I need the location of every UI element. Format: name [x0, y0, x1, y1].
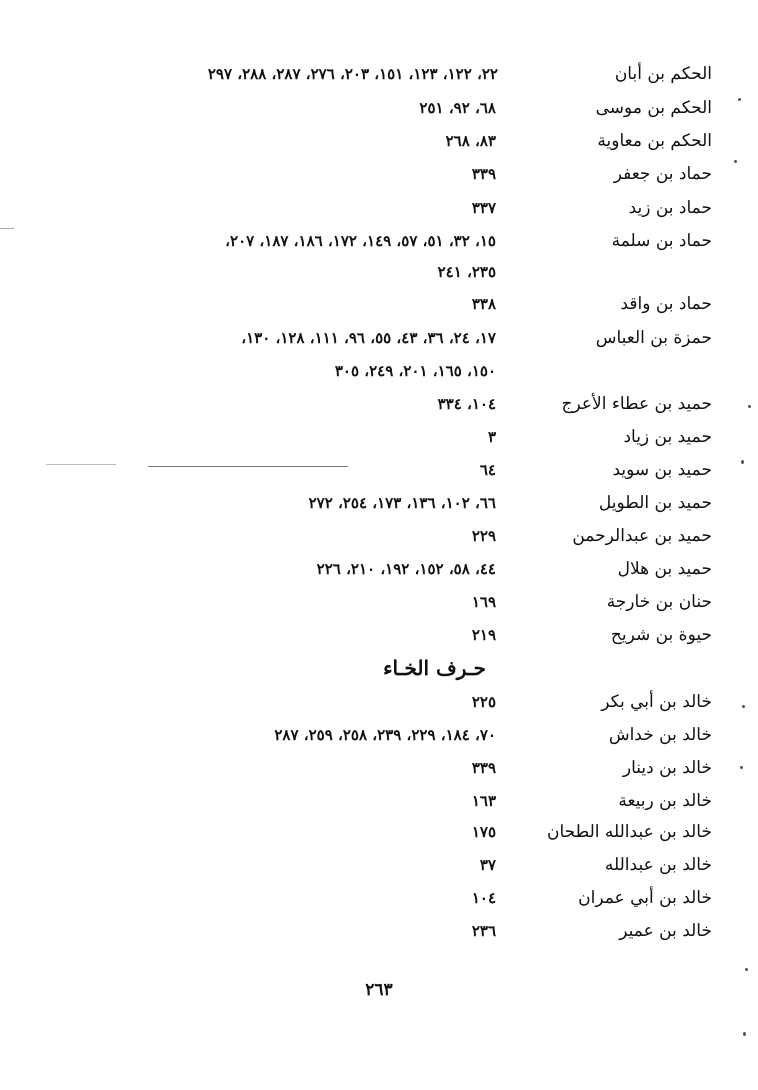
index-entry — [0, 60, 758, 93]
entry-name: خالد بن عبدالله — [604, 855, 712, 875]
section-heading: حـرف الخـاء — [383, 656, 486, 680]
entry-page-refs: ٧٠، ١٨٤، ٢٢٩، ٢٣٩، ٢٥٨، ٢٥٩، ٢٨٧ — [274, 726, 496, 744]
entry-name: حميد بن عبدالرحمن — [572, 526, 712, 546]
entry-page-refs: ١٧، ٢٤، ٣٦، ٤٣، ٥٥، ٩٦، ١١١، ١٢٨، ١٣٠، — [241, 329, 496, 347]
scan-speck — [738, 98, 741, 101]
entry-page-refs: ١٧٥ — [471, 823, 496, 841]
entry-name: خالد بن أبي عمران — [578, 888, 712, 908]
index-entry — [0, 94, 758, 127]
index-entry — [0, 688, 758, 721]
index-entry — [0, 194, 758, 227]
index-entry — [0, 290, 758, 323]
entry-page-refs: ٨٣، ٢٦٨ — [445, 132, 496, 150]
entry-name: الحكم بن أبان — [614, 64, 712, 84]
scan-line — [148, 466, 348, 467]
scan-line — [0, 228, 14, 229]
entry-page-refs: ١٥، ٣٢، ٥١، ٥٧، ١٤٩، ١٧٢، ١٨٦، ١٨٧، ٢٠٧، — [225, 232, 496, 250]
entry-page-refs: ٣٣٩ — [471, 759, 496, 777]
entry-name: خالد بن عمير — [619, 921, 712, 941]
entry-page-refs: ٦٨، ٩٢، ٢٥١ — [419, 99, 496, 117]
scan-speck — [748, 405, 751, 408]
entry-name: خالد بن خداش — [608, 725, 712, 745]
entry-name: حماد بن واقد — [620, 294, 712, 314]
entry-page-refs: ٢٢٥ — [471, 693, 496, 711]
index-entry — [0, 127, 758, 160]
index-entry — [0, 227, 758, 293]
entry-name: حيوة بن شريح — [610, 625, 712, 645]
index-entry — [0, 884, 758, 917]
entry-name: خالد بن عبدالله الطحان — [546, 822, 712, 842]
entry-page-refs: ٢١٩ — [471, 626, 496, 644]
entry-name: حميد بن عطاء الأعرج — [561, 394, 712, 414]
entry-name: خالد بن ربيعة — [618, 791, 712, 811]
entry-name: حماد بن سلمة — [611, 231, 712, 251]
entry-page-refs: ١٠٤، ٣٣٤ — [437, 395, 496, 413]
index-entry — [0, 522, 758, 555]
entry-name: الحكم بن معاوية — [597, 131, 712, 151]
entry-name: حماد بن زيد — [628, 198, 712, 218]
index-entry — [0, 851, 758, 884]
entry-page-refs: ٣ — [487, 428, 496, 446]
entry-name: الحكم بن موسى — [595, 98, 712, 118]
entry-page-refs: ١٠٤ — [471, 889, 496, 907]
index-entry — [0, 489, 758, 522]
entry-page-refs: ١٦٩ — [471, 593, 496, 611]
entry-page-refs: ٢٢٩ — [471, 527, 496, 545]
entry-page-refs: ٣٣٧ — [471, 199, 496, 217]
index-entry — [0, 160, 758, 193]
scan-speck — [742, 705, 745, 708]
index-entry — [0, 324, 758, 390]
index-entry — [0, 787, 758, 820]
index-entry — [0, 588, 758, 621]
index-entry — [0, 390, 758, 423]
index-entry — [0, 818, 758, 851]
index-entry — [0, 423, 758, 456]
scan-speck — [734, 160, 737, 163]
entry-name: حميد بن سويد — [612, 460, 712, 480]
page-number: ٢٦٣ — [365, 980, 393, 1000]
entry-page-refs: ٢٢، ١٢٢، ١٢٣، ١٥١، ٢٠٣، ٢٧٦، ٢٨٧، ٢٨٨، ٢٩٧ — [207, 65, 498, 83]
entry-name: خالد بن أبي بكر — [601, 692, 712, 712]
entry-page-refs-continued: ٢٣٥، ٢٤١ — [437, 263, 496, 281]
entry-name: حمزة بن العباس — [595, 328, 712, 348]
entry-page-refs: ٤٤، ٥٨، ١٥٢، ١٩٢، ٢١٠، ٢٢٦ — [316, 560, 496, 578]
entry-name: حميد بن هلال — [617, 559, 712, 579]
entry-page-refs: ٢٣٦ — [471, 922, 496, 940]
scan-speck — [740, 766, 743, 769]
scan-speck — [741, 460, 744, 464]
index-entry — [0, 621, 758, 654]
entry-page-refs: ٦٤ — [479, 461, 496, 479]
index-entry — [0, 721, 758, 754]
scan-speck — [743, 1032, 746, 1036]
entry-page-refs: ١٦٣ — [471, 792, 496, 810]
scan-speck — [745, 968, 748, 971]
entry-page-refs: ٣٣٨ — [471, 295, 496, 313]
entry-page-refs-continued: ١٥٠، ١٦٥، ٢٠١، ٢٤٩، ٣٠٥ — [334, 362, 496, 380]
scan-line — [46, 464, 116, 465]
entry-name: حميد بن زياد — [623, 427, 712, 447]
index-entry — [0, 456, 758, 489]
entry-name: حنان بن خارجة — [606, 592, 712, 612]
index-entry — [0, 754, 758, 787]
index-entry — [0, 555, 758, 588]
entry-page-refs: ٦٦، ١٠٢، ١٣٦، ١٧٣، ٢٥٤، ٢٧٢ — [308, 494, 496, 512]
entry-page-refs: ٣٣٩ — [471, 165, 496, 183]
index-entry — [0, 917, 758, 950]
entry-name: حماد بن جعفر — [613, 164, 712, 184]
entry-name: خالد بن دينار — [622, 758, 712, 778]
entry-page-refs: ٣٧ — [479, 856, 496, 874]
entry-name: حميد بن الطويل — [598, 493, 712, 513]
